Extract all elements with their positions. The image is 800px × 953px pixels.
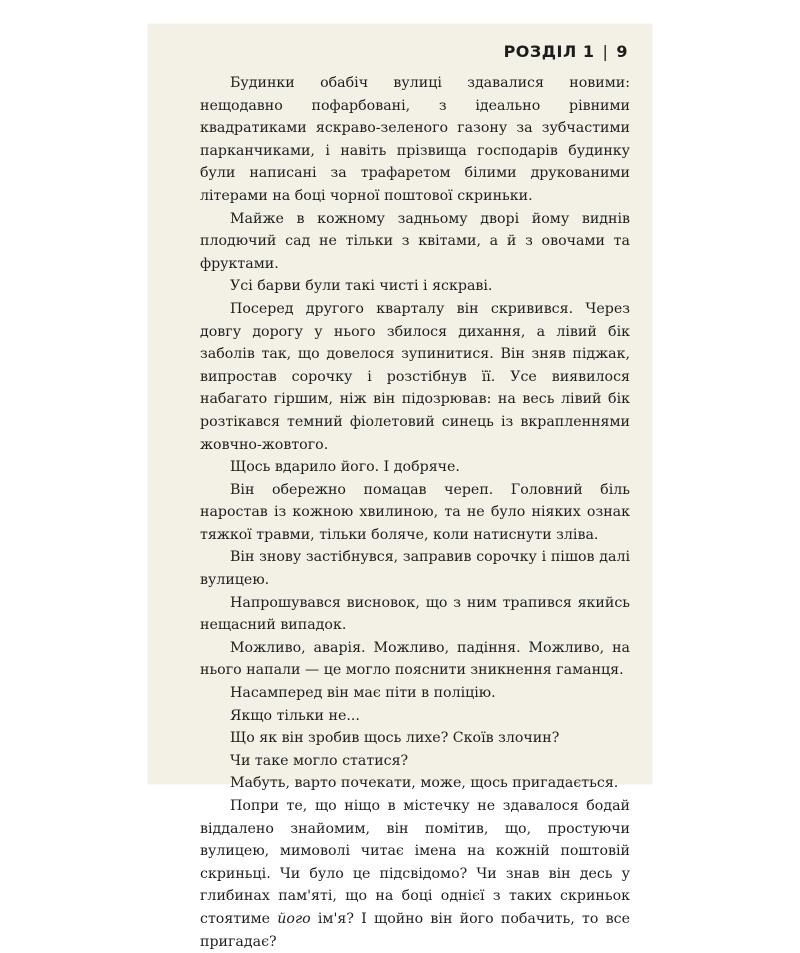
final-paragraph-tail: ім'я? І щойно він його побачить, то все пригадає? [200, 910, 630, 950]
emphasized-word: його [277, 910, 311, 927]
paragraph: Напрошувався висновок, що з ним трапився якийсь нещасний випадок. [200, 594, 630, 634]
paragraph: Насамперед він має піти в поліцію. [230, 685, 496, 702]
paragraph: Усі барви були такі чисті і яскраві. [230, 278, 493, 295]
paragraph: Чи таке могло статися? [230, 752, 409, 769]
paragraph: Він знову застібнувся, заправив сорочку і пішов далі вулицею. [200, 549, 630, 589]
paragraph: Що як він зробив щось лихе? Скоїв злочин? [230, 730, 560, 747]
paragraph: Мабуть, варто почекати, може, щось пригадається. [230, 775, 619, 792]
paragraph: Можливо, аварія. Можливо, падіння. Можливо, на нього напали — це могло пояснити зникнення гаманця. [200, 639, 630, 679]
book-page [148, 24, 652, 950]
paragraph: Якщо тільки не... [230, 707, 360, 724]
header-separator: | [602, 42, 609, 61]
chapter-title: РОЗДІЛ 1 [503, 42, 595, 61]
paragraph: Щось вдарило його. І добряче. [230, 459, 460, 476]
page-body-text [200, 72, 630, 953]
running-header [504, 42, 628, 61]
page-number: 9 [616, 42, 628, 61]
paragraph: Майже в кожному задньому дворі йому виднів плодючий сад не тільки з квітами, а й з овочами та фруктами. [200, 210, 630, 272]
paragraph: Будинки обабіч вулиці здавалися новими: нещодавно пофарбовані, з ідеально рівними квадратиками яскраво-зеленого газону за зубчастими парканчиками, і навіть прізвища господарів будинку були написані за трафаретом білими друкованими літерами на боці чорної поштової скриньки. [200, 75, 630, 204]
paragraph: Посеред другого кварталу він скривився. Через довгу дорогу у нього збилося дихання, а лівий бік заболів так, що довелося зупинитися. Він зняв піджак, випростав сорочку і розстібнув її. Усе виявилося набагато гіршим, ніж він підозрював: на весь лівий бік розтікався темний фіолетовий синець із вкрапленнями жовчно-жовтого. [200, 300, 630, 453]
final-paragraph-text: Попри те, що ніщо в містечку не здавалося бодай віддалено знайомим, він помітив, що, простуючи вулицею, мимоволі читає імена на кожній поштовій скриньці. Чи було це підсвідомо? Чи знав він десь у глибинах пам'яті, що на боці однієї з таких скриньок стоятиме [200, 798, 630, 927]
paragraph: Він обережно помацав череп. Головний біль наростав із кожною хвилиною, та не було ніяких ознак тяжкої травми, тільки боляче, коли натиснути зліва. [200, 481, 630, 543]
final-paragraph [200, 795, 630, 953]
